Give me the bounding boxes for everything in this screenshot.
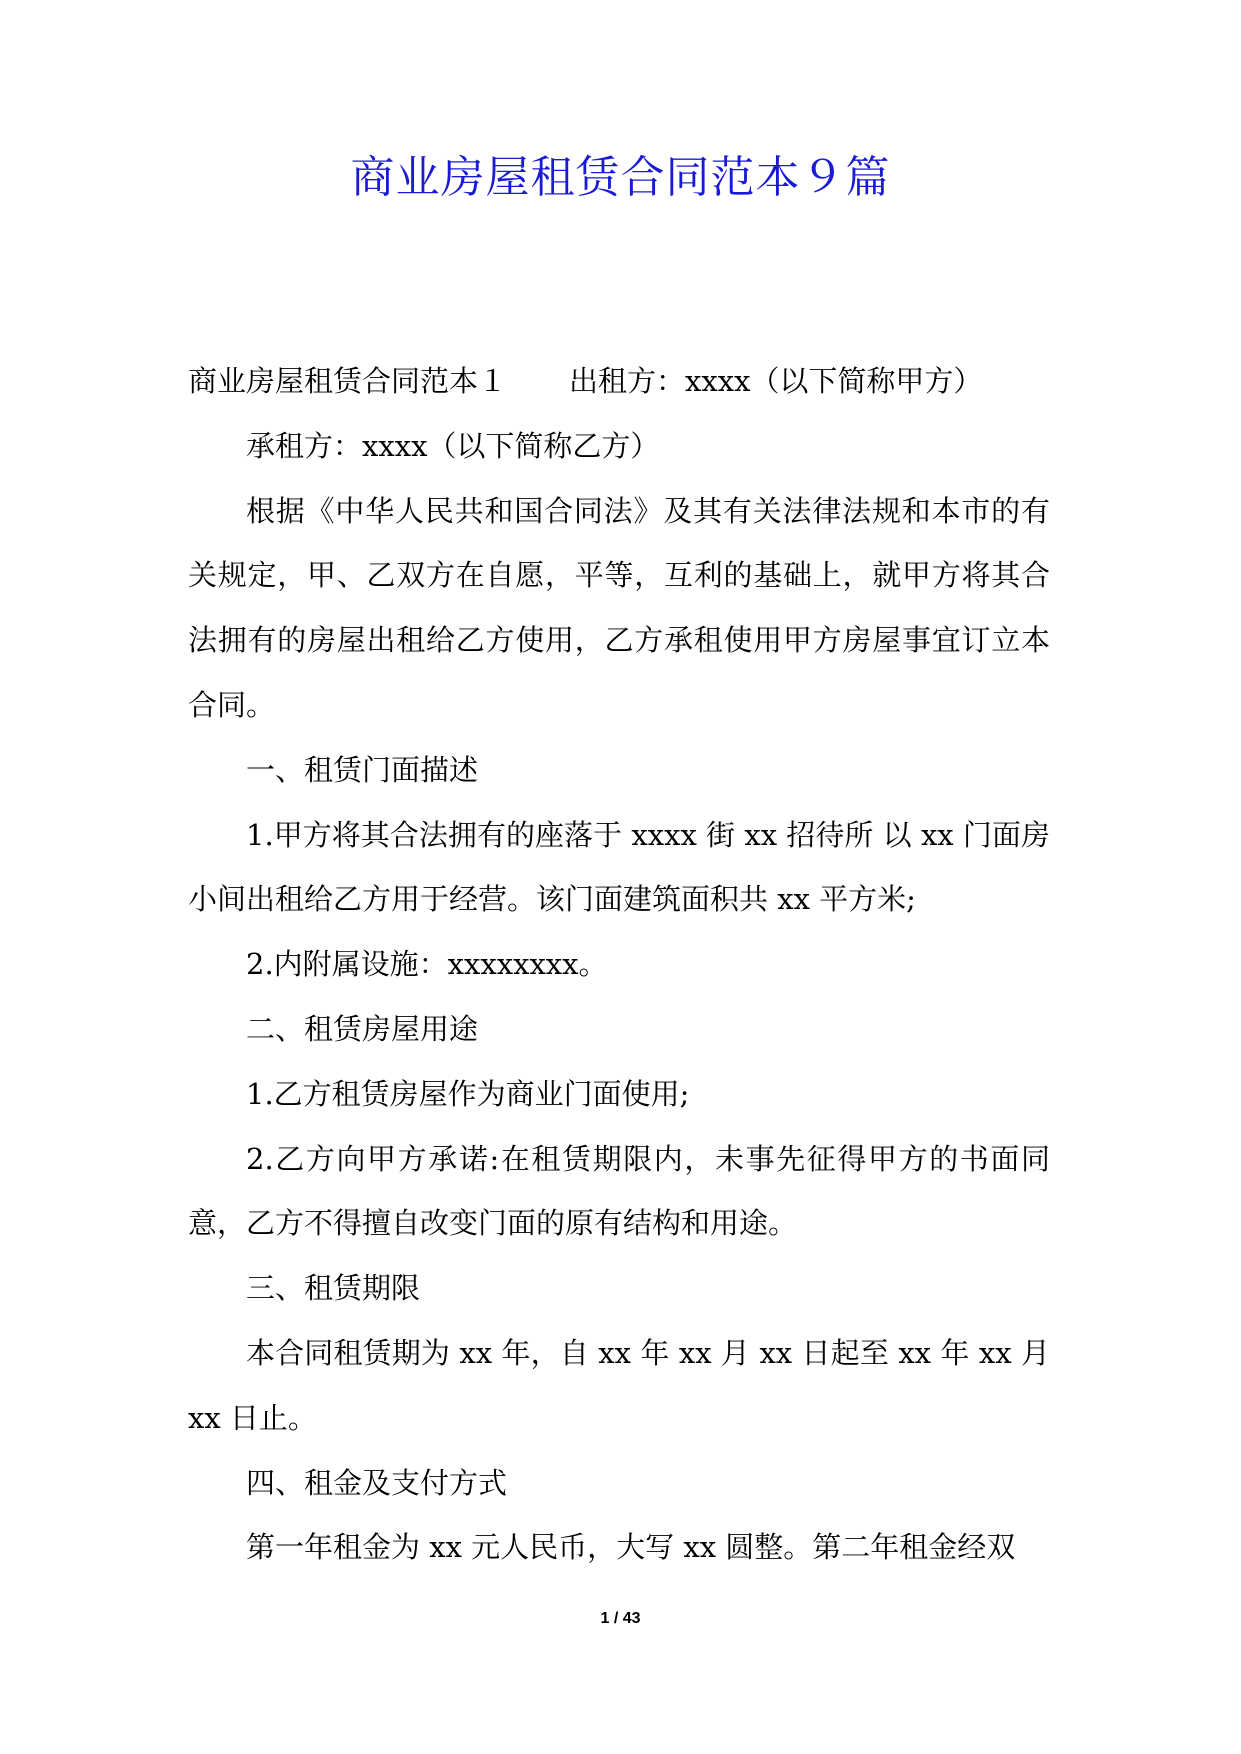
clause-2-2: 2.乙方向甲方承诺:在租赁期限内，未事先征得甲方的书面同意，乙方不得擅自改变门面的原有结构和用途。 (188, 1141, 1050, 1241)
lessor-line: 出租方：xxxx（以下简称甲方） (569, 364, 983, 398)
section-heading-3: 三、租赁期限 (246, 1271, 421, 1306)
clause-4: 第一年租金为 xx 元人民币，大写 xx 圆整。第二年租金经双 (246, 1530, 1016, 1565)
section-heading-2: 二、租赁房屋用途 (246, 1011, 479, 1046)
clause-3: 本合同租赁期为 xx 年，自 xx 年 xx 月 xx 日起至 xx 年 xx 月 xx 日止。 (188, 1335, 1050, 1435)
section-heading-4: 四、租金及支付方式 (246, 1465, 508, 1500)
clause-2-1: 1.乙方租赁房屋作为商业门面使用; (246, 1076, 690, 1111)
first-paragraph (188, 349, 1050, 414)
paragraph-preamble: 根据《中华人民共和国合同法》及其有关法律法规和本市的有关规定，甲、乙双方在自愿，平等，互利的基础上，就甲方将其合法拥有的房屋出租给乙方使用，乙方承租使用甲方房屋事宜订立本合同。 (188, 493, 1050, 722)
section-heading-1: 一、租赁门面描述 (246, 752, 479, 787)
document-title: 商业房屋租赁合同范本９篇 (350, 152, 891, 203)
section-heading: 商业房屋租赁合同范本１ (188, 364, 508, 398)
clause-1-1: 1.甲方将其合法拥有的座落于 xxxx 街 xx 招待所 以 xx 门面房小间出租给乙方用于经营。该门面建筑面积共 xx 平方米; (188, 817, 1050, 917)
document-body (188, 349, 1050, 1580)
paragraph-lessee: 承租方：xxxx（以下简称乙方） (246, 428, 660, 463)
clause-1-2: 2.内附属设施：xxxxxxxx。 (246, 947, 608, 982)
page-indicator: 1 / 43 (600, 1610, 641, 1627)
